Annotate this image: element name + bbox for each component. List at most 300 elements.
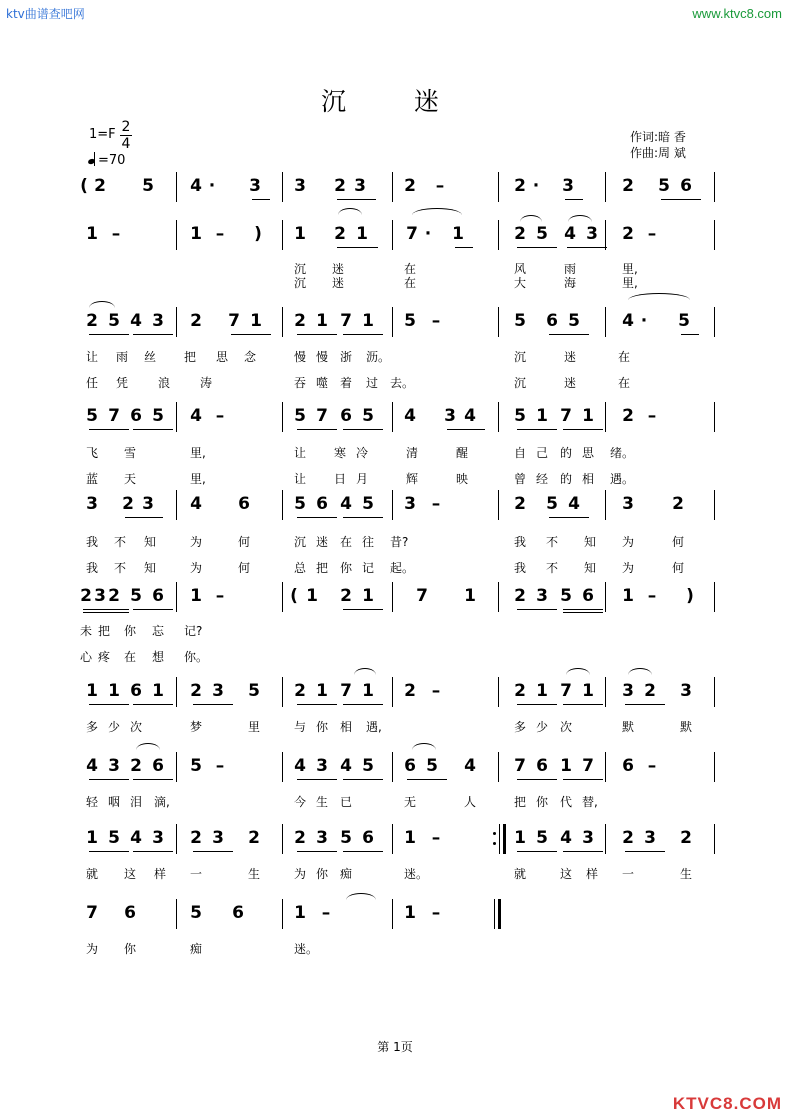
note: 3 — [152, 828, 164, 848]
lyric-char: 咽 — [108, 795, 121, 809]
lyric-char: 记 — [362, 561, 375, 575]
note: 5 — [536, 224, 548, 244]
beam-underline — [297, 779, 337, 780]
barline — [498, 220, 499, 250]
slur — [628, 668, 652, 675]
note: 2 — [404, 176, 416, 196]
slur — [412, 743, 436, 750]
beam-underline — [89, 429, 129, 430]
note: 3 — [536, 586, 548, 606]
lyric-char: 雪 — [124, 446, 137, 460]
lyric-char: 雨 — [116, 350, 129, 364]
watermark-right[interactable]: www.ktvc8.com — [692, 6, 782, 21]
note: 3 — [212, 828, 224, 848]
note: · — [532, 176, 540, 196]
note: – — [431, 903, 441, 923]
beam-underline — [517, 779, 557, 780]
note: 6 — [316, 494, 328, 514]
lyric-char: 在 — [618, 376, 631, 390]
note: 6 — [582, 586, 594, 606]
note: 2 — [644, 681, 656, 701]
note: 4 — [130, 828, 142, 848]
beam-underline — [133, 429, 173, 430]
note: 5 — [248, 681, 260, 701]
lyric-char: 何 — [238, 561, 251, 575]
beam-underline — [231, 334, 271, 335]
note: 4 — [86, 756, 98, 776]
beam-underline — [343, 609, 383, 610]
barline — [282, 752, 283, 782]
lyric-char: 己 — [536, 446, 549, 460]
note: 5 — [294, 406, 306, 426]
lyric-char: 默 — [680, 720, 693, 734]
note: 3 — [586, 224, 598, 244]
barline — [392, 172, 393, 202]
lyric-char: 去。 — [390, 376, 415, 390]
lyric-char: 沥。 — [366, 350, 391, 364]
lyric-char: 少 — [108, 720, 121, 734]
barline — [605, 677, 606, 707]
note: – — [111, 224, 121, 244]
lyric-char: 里, — [190, 472, 206, 486]
note: 1 — [362, 586, 374, 606]
lyric-char: 寒 — [334, 446, 347, 460]
beam-underline — [563, 612, 603, 613]
note: 2 — [130, 756, 142, 776]
repeat-barline — [0, 824, 790, 854]
lyric-char: 慢 — [316, 350, 329, 364]
note: – — [435, 176, 445, 196]
lyric-char: 丝 — [144, 350, 157, 364]
lyric-char: 无 — [404, 795, 417, 809]
note: 1 — [582, 406, 594, 426]
note: 6 — [152, 756, 164, 776]
lyric-char: 样 — [586, 867, 599, 881]
note: 2 — [122, 494, 134, 514]
lyric-char: 替, — [582, 795, 598, 809]
lyric-char: 往 — [362, 535, 375, 549]
lyric-char: 迷 — [564, 376, 577, 390]
note: 2 — [94, 176, 106, 196]
lyric-char: 让 — [294, 446, 307, 460]
note: 5 — [536, 828, 548, 848]
note: · — [208, 176, 216, 196]
note: 2 — [514, 224, 526, 244]
lyric-char: 映 — [456, 472, 469, 486]
note: 1 — [190, 586, 202, 606]
site-logo[interactable]: KTVC8.COM — [672, 1094, 782, 1113]
note: 3 — [86, 494, 98, 514]
barline — [498, 752, 499, 782]
note: 7 — [108, 406, 120, 426]
lyric-char: 你。 — [184, 650, 209, 664]
beam-underline — [337, 247, 378, 248]
note: 2 — [294, 311, 306, 331]
barline — [498, 490, 499, 520]
slur — [412, 208, 462, 215]
tempo-marking — [88, 152, 125, 168]
lyric-char: 天 — [124, 472, 137, 486]
lyric-char: 起。 — [390, 561, 415, 575]
note: 4 — [564, 224, 576, 244]
beam-underline — [133, 779, 173, 780]
lyric-char: 你 — [124, 624, 137, 638]
beam-underline — [337, 199, 376, 200]
beam-underline — [89, 704, 129, 705]
lyric-char: 轻 — [86, 795, 99, 809]
beam-underline — [343, 779, 383, 780]
lyric-char: 生 — [248, 867, 261, 881]
beam-underline — [549, 517, 589, 518]
score-row — [0, 677, 790, 707]
note: 5 — [658, 176, 670, 196]
barline — [176, 307, 177, 337]
key-signature: 1=F — [89, 127, 116, 142]
note: 2 — [514, 494, 526, 514]
lyric-char: 在 — [404, 262, 417, 276]
note: 5 — [362, 406, 374, 426]
final-barline — [0, 899, 790, 929]
note: 2 — [294, 828, 306, 848]
beam-underline — [343, 517, 383, 518]
barline — [392, 677, 393, 707]
note: – — [647, 586, 657, 606]
score-row — [0, 752, 790, 782]
note: 3 — [644, 828, 656, 848]
lyricist: 作词:暗 香 — [630, 130, 686, 144]
note: 1 — [250, 311, 262, 331]
lyric-char: 沉 — [294, 535, 307, 549]
lyric-char: 这 — [124, 867, 137, 881]
note: 4 — [622, 311, 634, 331]
lyric-char: 雨 — [564, 262, 577, 276]
note: – — [647, 756, 657, 776]
note: 3 — [622, 681, 634, 701]
beam-underline — [563, 429, 603, 430]
barline — [714, 582, 715, 612]
note: 7 — [514, 756, 526, 776]
lyric-char: 沉 — [294, 262, 307, 276]
note: 6 — [546, 311, 558, 331]
lyric-char: 不 — [546, 535, 559, 549]
lyric-char: 已 — [340, 795, 353, 809]
note: · — [640, 311, 648, 331]
lyric-char: 沉 — [514, 376, 527, 390]
note: 1 — [316, 311, 328, 331]
lyric-char: 飞 — [86, 446, 99, 460]
note: – — [431, 681, 441, 701]
lyric-char: 醒 — [456, 446, 469, 460]
note: – — [431, 311, 441, 331]
lyric-char: 这 — [560, 867, 573, 881]
beam-underline — [133, 704, 173, 705]
note: 7 — [416, 586, 428, 606]
lyric-char: 过 — [366, 376, 379, 390]
note: 5 — [294, 494, 306, 514]
lyric-char: 着 — [340, 376, 353, 390]
lyric-char: 里, — [190, 446, 206, 460]
beam-underline — [681, 334, 699, 335]
note: 1 — [356, 224, 368, 244]
lyric-char: 一 — [622, 867, 635, 881]
note: 5 — [340, 828, 352, 848]
note: 2 — [514, 176, 526, 196]
lyric-char: 经 — [536, 472, 549, 486]
slur — [338, 208, 362, 215]
note: 5 — [514, 311, 526, 331]
barline — [605, 490, 606, 520]
note: 5 — [514, 406, 526, 426]
note: 3 — [316, 756, 328, 776]
note: – — [321, 903, 331, 923]
lyric-char: 为 — [622, 561, 635, 575]
lyric-char: 我 — [514, 561, 527, 575]
lyric-char: 涛 — [200, 376, 213, 390]
lyric-char: 清 — [406, 446, 419, 460]
note: 6 — [622, 756, 634, 776]
lyric-char: 让 — [294, 472, 307, 486]
note: 5 — [130, 586, 142, 606]
lyric-char: 你 — [340, 561, 353, 575]
lyric-char: 迷 — [332, 262, 345, 276]
beam-underline — [133, 609, 173, 610]
note: 1 — [108, 681, 120, 701]
note: 7 — [560, 681, 572, 701]
lyric-char: 辉 — [406, 472, 419, 486]
beam-underline — [89, 334, 129, 335]
note: 4 — [190, 494, 202, 514]
note: 2 — [622, 176, 634, 196]
lyric-char: 知 — [144, 535, 157, 549]
lyric-char: 就 — [86, 867, 99, 881]
slur — [568, 215, 592, 222]
lyric-char: 迷 — [332, 276, 345, 290]
note: 5 — [108, 311, 120, 331]
lyric-char: 心 — [80, 650, 93, 664]
note: 1 — [464, 586, 476, 606]
lyric-char: 在 — [618, 350, 631, 364]
lyric-char: 何 — [672, 535, 685, 549]
lyric-char: 相 — [340, 720, 353, 734]
lyric-char: 沉 — [514, 350, 527, 364]
note: 3 — [212, 681, 224, 701]
note: 2 — [680, 828, 692, 848]
barline — [392, 402, 393, 432]
lyric-char: 为 — [86, 942, 99, 956]
note: 7 — [340, 311, 352, 331]
barline — [392, 307, 393, 337]
barline — [498, 172, 499, 202]
beam-underline — [565, 199, 583, 200]
note: 7 — [316, 406, 328, 426]
lyric-char: 何 — [238, 535, 251, 549]
score-row — [0, 307, 790, 337]
note: 7 — [86, 903, 98, 923]
lyric-char: 生 — [316, 795, 329, 809]
lyric-char: 多 — [86, 720, 99, 734]
repeat-dots — [493, 829, 496, 849]
lyric-char: 曾 — [514, 472, 527, 486]
note: 6 — [130, 406, 142, 426]
note: 6 — [130, 681, 142, 701]
note: 2 — [334, 176, 346, 196]
lyric-char: 你 — [536, 795, 549, 809]
note: 5 — [362, 756, 374, 776]
lyric-char: 多 — [514, 720, 527, 734]
barline — [176, 172, 177, 202]
note: 7 — [406, 224, 418, 244]
note: 6 — [340, 406, 352, 426]
beam-underline — [563, 609, 603, 610]
lyric-char: 忘 — [152, 624, 165, 638]
lyric-char: 疼 — [98, 650, 111, 664]
lyric-char: 在 — [404, 276, 417, 290]
barline — [498, 307, 499, 337]
score-row — [0, 172, 790, 202]
lyric-char: 风 — [514, 262, 527, 276]
lyric-char: 今 — [294, 795, 307, 809]
note: 3 — [444, 406, 456, 426]
beam-underline — [83, 609, 129, 610]
watermark-left: ktv曲谱查吧网 — [6, 7, 85, 21]
beam-underline — [133, 334, 173, 335]
barline — [392, 220, 393, 250]
score-row — [0, 220, 790, 250]
note: 2 — [672, 494, 684, 514]
score-row — [0, 490, 790, 520]
note: 7 — [560, 406, 572, 426]
lyric-char: 人 — [464, 795, 477, 809]
lyric-char: 慢 — [294, 350, 307, 364]
note: 2 — [622, 406, 634, 426]
lyric-char: 沉 — [294, 276, 307, 290]
note: 1 — [452, 224, 464, 244]
lyric-char: 大 — [514, 276, 527, 290]
lyric-char: 我 — [86, 535, 99, 549]
note: 4 — [340, 756, 352, 776]
lyric-char: 思 — [216, 350, 229, 364]
note: – — [431, 494, 441, 514]
note: 3 — [142, 494, 154, 514]
note: 3 — [94, 586, 106, 606]
note: 2 — [514, 586, 526, 606]
beam-underline — [297, 429, 337, 430]
beam-underline — [661, 199, 701, 200]
beam-underline — [297, 334, 337, 335]
note: 4 — [568, 494, 580, 514]
note: 6 — [124, 903, 136, 923]
note: 4 — [130, 311, 142, 331]
lyric-char: 何 — [672, 561, 685, 575]
note: 1 — [152, 681, 164, 701]
lyric-char: 月 — [356, 472, 369, 486]
beam-underline — [563, 704, 603, 705]
barline — [282, 402, 283, 432]
note: ( — [290, 586, 298, 606]
lyric-char: 知 — [584, 561, 597, 575]
note: 5 — [142, 176, 154, 196]
note: 2 — [334, 224, 346, 244]
barline — [498, 677, 499, 707]
barline — [714, 752, 715, 782]
score-row — [0, 582, 790, 612]
note: 5 — [568, 311, 580, 331]
note: 1 — [362, 681, 374, 701]
note: 7 — [340, 681, 352, 701]
lyric-char: 迷。 — [404, 867, 429, 881]
barline — [282, 490, 283, 520]
lyric-char: 不 — [114, 535, 127, 549]
time-denominator: 4 — [121, 136, 131, 152]
lyric-char: 绪。 — [610, 446, 635, 460]
barline — [605, 752, 606, 782]
note: 2 — [86, 311, 98, 331]
page-number: 第 1页 — [377, 1040, 413, 1054]
lyric-char: 冷 — [356, 446, 369, 460]
note: 4 — [404, 406, 416, 426]
note: – — [215, 586, 225, 606]
lyric-char: 昔? — [390, 535, 409, 549]
note: 5 — [560, 586, 572, 606]
lyric-char: 遇, — [366, 720, 382, 734]
lyric-char: 吞 — [294, 376, 307, 390]
barline — [605, 172, 606, 202]
note: · — [424, 224, 432, 244]
note: 1 — [536, 406, 548, 426]
lyric-char: 滴, — [154, 795, 170, 809]
barline — [605, 220, 606, 250]
lyric-char: 次 — [130, 720, 143, 734]
slur — [566, 668, 590, 675]
beam-underline — [343, 704, 383, 705]
lyric-char: 浙 — [340, 350, 353, 364]
barline — [282, 172, 283, 202]
note: 5 — [190, 756, 202, 776]
lyric-char: 与 — [294, 720, 307, 734]
slur — [520, 215, 542, 222]
barline — [282, 220, 283, 250]
note: – — [431, 828, 441, 848]
note: 3 — [680, 681, 692, 701]
note: 1 — [86, 224, 98, 244]
beam-underline — [455, 247, 473, 248]
time-numerator: 2 — [121, 119, 131, 135]
note: 6 — [238, 494, 250, 514]
lyric-char: 知 — [584, 535, 597, 549]
lyric-char: 迷。 — [294, 942, 319, 956]
barline — [282, 582, 283, 612]
barline — [499, 824, 500, 854]
lyric-char: 少 — [536, 720, 549, 734]
lyric-char: 样 — [154, 867, 167, 881]
lyric-char: 未 — [80, 624, 93, 638]
lyric-char: 把 — [316, 561, 329, 575]
barline — [494, 899, 495, 929]
lyric-char: 任 — [86, 376, 99, 390]
lyric-char: 遇。 — [610, 472, 635, 486]
barline — [605, 582, 606, 612]
lyric-char: 在 — [124, 650, 137, 664]
note: 1 — [622, 586, 634, 606]
barline — [714, 402, 715, 432]
lyric-char: 你 — [124, 942, 137, 956]
lyric-char: 泪 — [130, 795, 143, 809]
lyric-char: 让 — [86, 350, 99, 364]
note: 4 — [560, 828, 572, 848]
barline — [392, 752, 393, 782]
barline — [714, 220, 715, 250]
beam-underline — [517, 247, 557, 248]
